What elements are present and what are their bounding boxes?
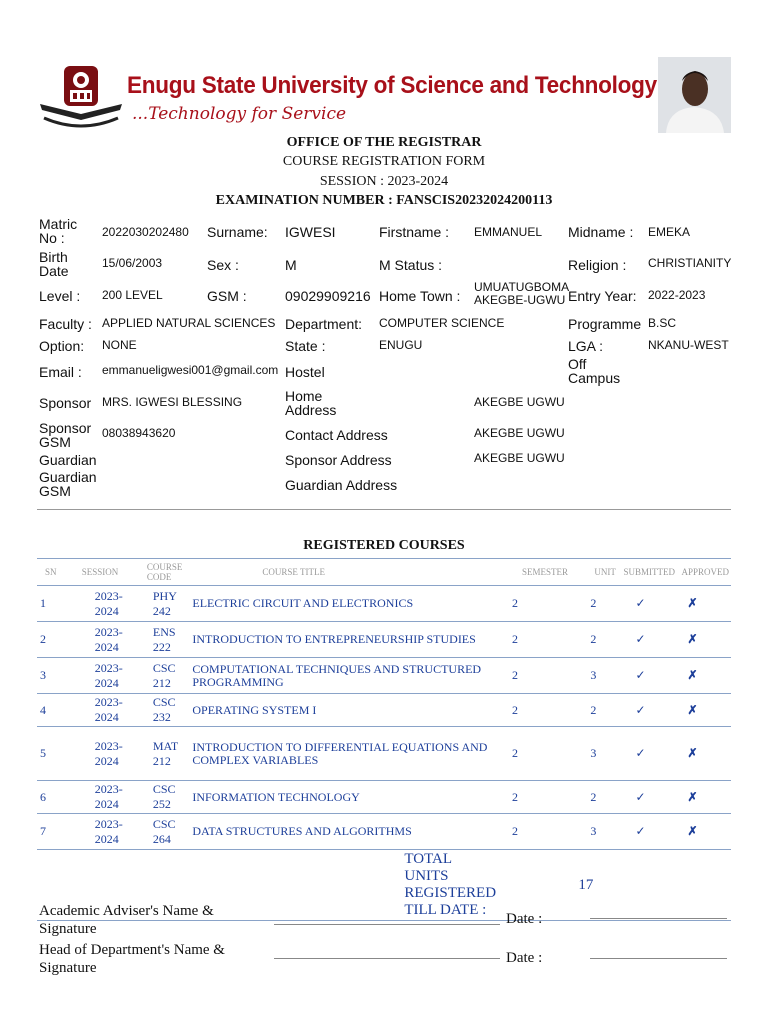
entry-year-label: Entry Year:: [568, 288, 637, 304]
guardian-label: Guardian: [39, 452, 97, 468]
course-title: INTRODUCTION TO DIFFERENTIAL EQUATIONS AND COMPLEX VARIABLES: [192, 727, 498, 781]
guardian-address-label: Guardian Address: [285, 477, 398, 493]
course-semester: 2: [498, 694, 576, 727]
table-row: [37, 781, 731, 814]
submitted-check-icon: ✓: [621, 781, 679, 814]
option-label: Option:: [39, 338, 85, 354]
course-sn: 4: [37, 694, 62, 727]
approved-cross-icon: ✗: [679, 814, 731, 850]
course-unit: 3: [576, 658, 621, 694]
gsm-value: 09029909216: [285, 288, 371, 304]
course-title: OPERATING SYSTEM I: [192, 694, 498, 727]
firstname-value: EMMANUEL: [474, 225, 543, 239]
course-semester: 2: [498, 814, 576, 850]
course-session: 2023-2024: [62, 814, 133, 850]
course-session: 2023-2024: [62, 694, 133, 727]
sponsor-gsm-label: Sponsor GSM: [39, 420, 92, 450]
course-session: 2023-2024: [62, 727, 133, 781]
sex-label: Sex :: [207, 257, 239, 273]
surname-label: Surname:: [207, 224, 268, 240]
col-approved: APPROVED: [679, 559, 731, 586]
midname-value: EMEKA: [648, 225, 691, 239]
contact-address-label: Contact Address: [285, 427, 388, 443]
guardian-gsm-label: Guardian GSM: [39, 469, 97, 499]
course-session: 2023-2024: [62, 586, 133, 622]
sponsor-label: Sponsor: [39, 395, 92, 411]
midname-label: Midname :: [568, 224, 634, 240]
course-unit: 2: [576, 586, 621, 622]
level-label: Level :: [39, 288, 81, 304]
course-sn: 6: [37, 781, 62, 814]
contact-address-value: AKEGBE UGWU: [474, 426, 565, 440]
course-semester: 2: [498, 727, 576, 781]
faculty-value: APPLIED NATURAL SCIENCES: [102, 316, 276, 330]
matric-value: 2022030202480: [102, 225, 189, 239]
form-title: COURSE REGISTRATION FORM: [282, 154, 486, 169]
submitted-check-icon: ✓: [621, 727, 679, 781]
home-address-value: AKEGBE UGWU: [474, 395, 565, 409]
option-value: NONE: [102, 338, 137, 352]
gsm-label: GSM :: [207, 288, 247, 304]
course-title: INTRODUCTION TO ENTREPRENEURSHIP STUDIES: [192, 622, 498, 658]
course-title: COMPUTATIONAL TECHNIQUES AND STRUCTURED PROGRAMMING: [192, 658, 498, 694]
course-unit: 3: [576, 814, 621, 850]
table-row: [37, 586, 731, 622]
programme-value: B.SC: [648, 316, 677, 330]
col-sn: SN: [37, 559, 62, 586]
firstname-label: Firstname :: [379, 224, 450, 240]
table-row: [37, 814, 731, 850]
col-course-title: COURSE TITLE: [192, 559, 498, 586]
sponsor-value: MRS. IGWESI BLESSING: [102, 395, 243, 409]
programme-label: Programme: [568, 316, 642, 332]
email-value: emmanueligwesi001@gmail.com: [102, 363, 279, 377]
course-session: 2023-2024: [62, 781, 133, 814]
matric-label: Matric No :: [39, 216, 78, 246]
birth-label: Birth Date: [39, 249, 69, 279]
hod-date-label: Date :: [506, 950, 543, 966]
surname-value: IGWESI: [285, 224, 336, 240]
course-title: INFORMATION TECHNOLOGY: [192, 781, 498, 814]
course-code: CSC 232: [133, 694, 193, 727]
level-value: 200 LEVEL: [102, 288, 163, 302]
table-row: [37, 658, 731, 694]
religion-label: Religion :: [568, 257, 627, 273]
course-unit: 2: [576, 694, 621, 727]
submitted-check-icon: ✓: [621, 622, 679, 658]
hostel-label: Hostel: [285, 364, 325, 380]
table-header-row: [37, 559, 731, 586]
submitted-check-icon: ✓: [621, 814, 679, 850]
adviser-date-line: [590, 918, 727, 919]
hometown-label: Home Town :: [379, 288, 461, 304]
table-row: [37, 727, 731, 781]
hometown-value: UMUATUGBOMA AKEGBE-UGWU: [474, 280, 569, 307]
entry-year-value: 2022-2023: [648, 288, 706, 302]
adviser-signature-label: Academic Adviser's Name & Signature: [39, 903, 214, 937]
lga-value: NKANU-WEST: [648, 338, 729, 352]
submitted-check-icon: ✓: [621, 694, 679, 727]
course-sn: 1: [37, 586, 62, 622]
adviser-date-label: Date :: [506, 911, 543, 927]
adviser-signature-line: [274, 924, 500, 925]
lga-label: LGA :: [568, 338, 604, 354]
sex-value: M: [285, 257, 297, 273]
department-label: Department:: [285, 316, 363, 332]
hod-date-line: [590, 958, 727, 959]
course-semester: 2: [498, 658, 576, 694]
religion-value: CHRISTIANITY: [648, 256, 732, 270]
university-name: Enugu State University of Science and Technology: [127, 72, 657, 99]
state-label: State :: [285, 338, 326, 354]
home-address-label: Home Address: [285, 388, 337, 418]
faculty-label: Faculty :: [39, 316, 92, 332]
course-unit: 3: [576, 727, 621, 781]
hod-signature-line: [274, 958, 500, 959]
course-unit: 2: [576, 622, 621, 658]
total-units-label: TOTAL UNITS REGISTERED TILL DATE :: [192, 850, 498, 921]
course-title: ELECTRIC CIRCUIT AND ELECTRONICS: [192, 586, 498, 622]
submitted-check-icon: ✓: [621, 586, 679, 622]
department-value: COMPUTER SCIENCE: [379, 316, 505, 330]
birth-value: 15/06/2003: [102, 256, 163, 270]
course-sn: 2: [37, 622, 62, 658]
course-code: CSC 252: [133, 781, 193, 814]
course-session: 2023-2024: [62, 622, 133, 658]
course-code: ENS 222: [133, 622, 193, 658]
divider: [37, 509, 731, 510]
approved-cross-icon: ✗: [679, 586, 731, 622]
course-sn: 7: [37, 814, 62, 850]
course-code: CSC 264: [133, 814, 193, 850]
col-submitted: SUBMITTED: [621, 559, 679, 586]
exam-number: EXAMINATION NUMBER : FANSCIS20232024200113: [215, 193, 553, 208]
approved-cross-icon: ✗: [679, 658, 731, 694]
courses-heading: REGISTERED COURSES: [303, 538, 465, 553]
col-course-code: COURSE CODE: [133, 559, 193, 586]
office-title: OFFICE OF THE REGISTRAR: [286, 135, 482, 150]
sponsor-gsm-value: 08038943620: [102, 426, 176, 440]
approved-cross-icon: ✗: [679, 622, 731, 658]
session-title: SESSION : 2023-2024: [319, 174, 449, 189]
approved-cross-icon: ✗: [679, 727, 731, 781]
course-title: DATA STRUCTURES AND ALGORITHMS: [192, 814, 498, 850]
courses-table: [37, 558, 731, 921]
sponsor-address-label: Sponsor Address: [285, 452, 392, 468]
col-unit: UNIT: [576, 559, 621, 586]
course-semester: 2: [498, 586, 576, 622]
table-row: [37, 694, 731, 727]
course-code: MAT 212: [133, 727, 193, 781]
email-label: Email :: [39, 364, 82, 380]
university-logo: [36, 62, 126, 134]
course-sn: 3: [37, 658, 62, 694]
col-session: SESSION: [62, 559, 133, 586]
hostel-value: Off Campus: [568, 356, 621, 386]
sponsor-address-value: AKEGBE UGWU: [474, 451, 565, 465]
col-semester: SEMESTER: [498, 559, 576, 586]
total-units-value: 17: [576, 850, 621, 921]
approved-cross-icon: ✗: [679, 781, 731, 814]
hod-signature-label: Head of Department's Name & Signature: [39, 942, 225, 976]
submitted-check-icon: ✓: [621, 658, 679, 694]
mstatus-label: M Status :: [379, 257, 443, 273]
student-photo: [658, 57, 731, 133]
state-value: ENUGU: [379, 338, 423, 352]
approved-cross-icon: ✗: [679, 694, 731, 727]
university-motto: ...Technology for Service: [132, 104, 347, 124]
course-code: CSC 212: [133, 658, 193, 694]
course-unit: 2: [576, 781, 621, 814]
course-session: 2023-2024: [62, 658, 133, 694]
course-semester: 2: [498, 781, 576, 814]
table-row: [37, 622, 731, 658]
course-code: PHY 242: [133, 586, 193, 622]
course-semester: 2: [498, 622, 576, 658]
course-sn: 5: [37, 727, 62, 781]
